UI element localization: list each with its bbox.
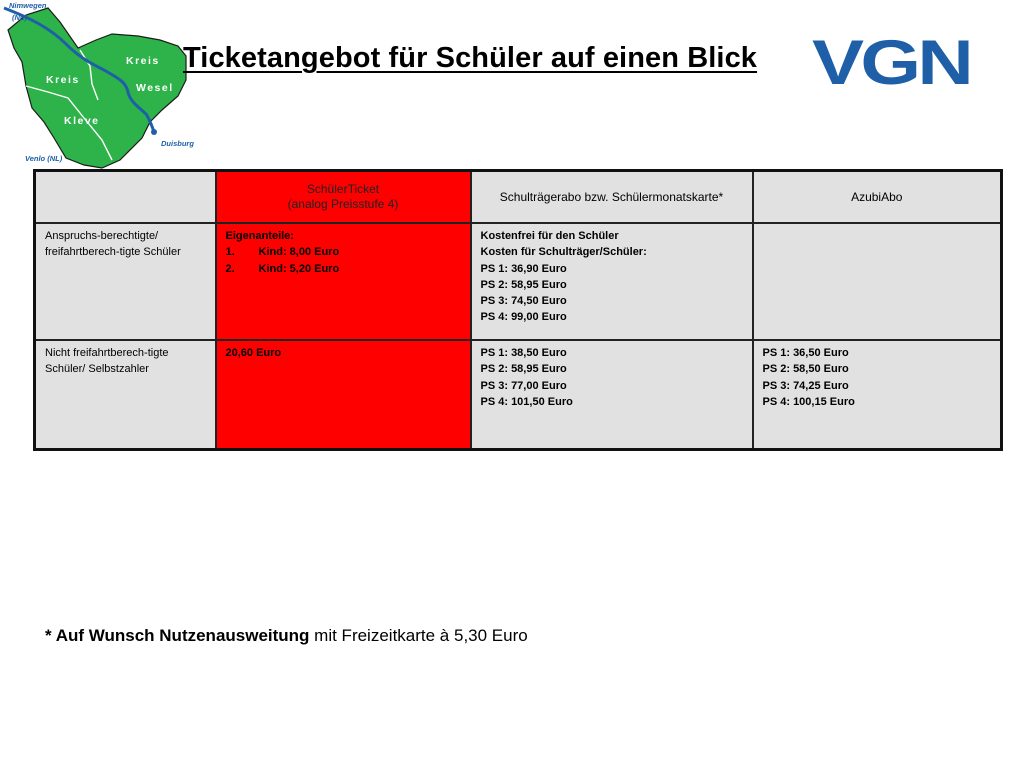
eigenanteile-item <box>226 244 461 260</box>
vgn-logo-text: VGN <box>812 34 970 88</box>
row-label-selbstzahler <box>35 340 216 450</box>
row-label-freifahrt <box>35 223 216 340</box>
cell-schuelerticket-price <box>216 340 471 450</box>
price-line: PS 1: 36,50 Euro <box>762 347 849 359</box>
table-header-row <box>35 171 1002 224</box>
list-text: Kind: 8,00 Euro <box>258 246 340 259</box>
cell-schuelerticket-eigenanteile <box>216 223 471 340</box>
footnote-bold: * Auf Wunsch Nutzenausweitung <box>45 626 310 645</box>
list-number: 2. <box>225 262 235 275</box>
eigenanteile-item <box>226 261 461 277</box>
price-line: 20,60 Euro <box>225 347 282 359</box>
cell-azubi-prices <box>753 340 1002 450</box>
list-number: 1. <box>225 246 235 259</box>
price-line: PS 2: 58,95 Euro <box>480 278 567 291</box>
price-line: PS 1: 38,50 Euro <box>480 347 567 359</box>
vgn-logo <box>812 34 972 88</box>
ticket-table <box>33 169 1003 451</box>
price-line: PS 2: 58,95 Euro <box>480 363 567 376</box>
price-line: PS 4: 101,50 Euro <box>480 395 573 408</box>
row-label-line: Schüler/ Selbstzahler <box>45 363 149 376</box>
header-schultraegerabo: Schulträgerabo bzw. Schülermonatskarte* <box>471 171 753 224</box>
region-map <box>0 0 200 175</box>
price-line: PS 2: 58,50 Euro <box>762 363 849 376</box>
list-text: Kind: 5,20 Euro <box>258 262 340 275</box>
eigenanteile-title: Eigenanteile: <box>225 230 294 242</box>
map-label-venlo: Venlo (NL) <box>25 154 63 163</box>
footnote <box>45 626 528 646</box>
map-label-nimwegen: Nimwegen <box>9 1 47 10</box>
cost-line: Kostenfrei für den Schüler <box>480 230 619 242</box>
price-line: PS 3: 77,00 Euro <box>480 379 567 392</box>
price-line: PS 1: 36,90 Euro <box>480 262 567 275</box>
price-line: PS 3: 74,50 Euro <box>480 295 567 308</box>
header-schuelerticket-name: SchülerTicket <box>306 182 380 196</box>
map-label-kleve: Kleve <box>64 115 100 127</box>
map-label-kreis-wesel: Kreis <box>126 55 160 67</box>
cell-schultraeger-kosten <box>471 223 753 340</box>
table-row <box>35 340 1002 450</box>
duisburg-marker <box>151 129 157 135</box>
header-empty-cell <box>35 171 216 224</box>
header-azubiabo: AzubiAbo <box>753 171 1002 224</box>
cell-azubi-empty <box>753 223 1002 340</box>
map-label-nl: (NL) <box>12 13 27 22</box>
price-line: PS 3: 74,25 Euro <box>762 379 849 392</box>
cell-schultraeger-prices <box>471 340 753 450</box>
row-label-line: Nicht freifahrtberech-tigte <box>45 347 169 359</box>
row-label-line: freifahrtberech-tigte Schüler <box>45 246 181 259</box>
price-line: PS 4: 100,15 Euro <box>762 395 855 408</box>
row-label-line: Anspruchs-berechtigte/ <box>45 230 159 242</box>
map-label-wesel: Wesel <box>136 82 174 94</box>
page-title: Ticketangebot für Schüler auf einen Blick <box>183 42 758 74</box>
price-line: PS 4: 99,00 Euro <box>480 311 567 324</box>
header-schuelerticket-note: (analog Preisstufe 4) <box>287 197 399 211</box>
map-label-duisburg: Duisburg <box>161 139 194 148</box>
map-label-kreis-kleve: Kreis <box>46 74 80 86</box>
cost-line: Kosten für Schulträger/Schüler: <box>480 246 647 259</box>
table-row <box>35 223 1002 340</box>
footnote-text: mit Freizeitkarte à 5,30 Euro <box>309 626 528 645</box>
header-schuelerticket <box>216 171 471 224</box>
